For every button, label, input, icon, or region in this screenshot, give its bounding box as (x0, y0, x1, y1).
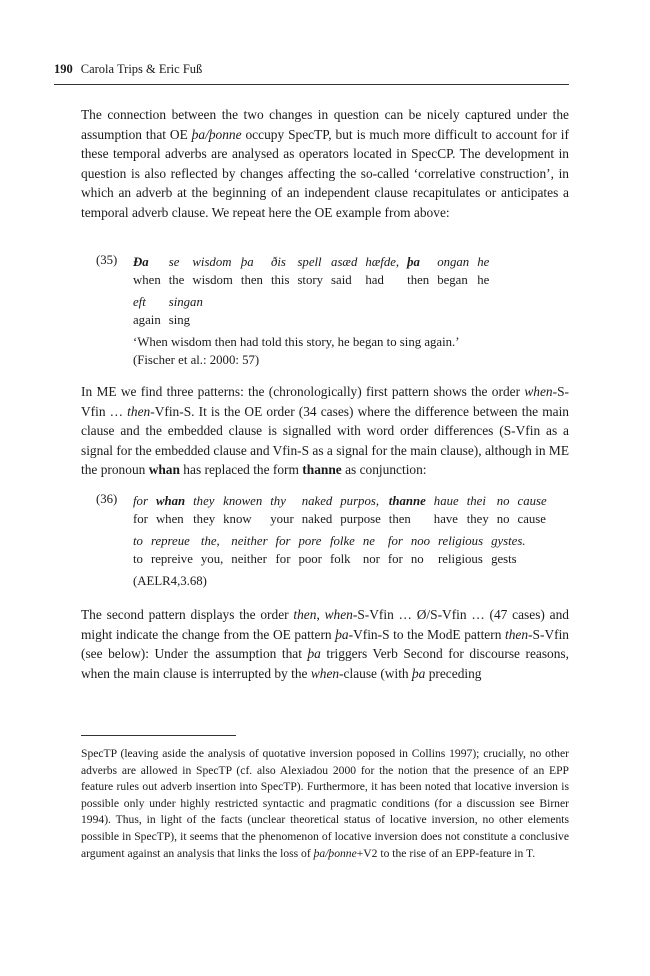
example-number: (35) (96, 253, 118, 267)
example-36-source: (AELR4,3.68) (133, 574, 207, 588)
paragraph-3: The second pattern displays the order then, when-S-Vfin … Ø/S-Vfin … (47 cases) and might indicate the change from the OE pattern þa-Vfin-S to the ModE pattern then-S-Vfin (see below): Under the assumption that þa triggers Verb Second for discourse reasons, when the main clause is interrupted by the when-clause (with þa preceding (81, 607, 569, 681)
page-number: 190 (54, 62, 73, 76)
footnote-rule (81, 735, 236, 736)
example-35-line-1: Ða se wisdom þa ðis spell asæd hæfde, þa ongan he when the wisdom then this story said had then began he (133, 255, 490, 287)
footnote: SpecTP (leaving aside the analysis of quotative inversion poposed in Collins 1997); crucially, no other adverbs are allowed in SpecTP (cf. also Alexiadou 2000 for the notion that the presence of an EPP feature rules out adverb insertion into SpecTP). Furthermore, it has been noted that locative inversion is possible only under highly restricted syntactic and pragmatic conditions (for a discussion see Birner 1994). Thus, in light of the facts (unclear theoretical status of locative inversion, no other elements possible in SpecTP), it seems that the phenomenon of locative inversion does not constitute a conclusive argument against an analysis that links the loss of þa/þonne+V2 to the rise of an EPP-feature in T. (81, 747, 569, 860)
running-header (54, 62, 569, 85)
paragraph-1: The connection between the two changes in question can be nicely captured under the assumption that OE þa/þonne occupy SpecTP, but is much more difficult to account for if these temporal adverbs are analysed as operators located in SpecCP. The development in question is also reflected by changes affecting the so-called ‘correlative construction’, in which an adverb at the beginning of an independent clause recapitulates or anticipates a temporal adverb clause. We repeat here the OE example from above: (81, 107, 569, 220)
example-36-line-1: for whan they knowen thy naked purpos, thanne haue thei no cause for when they know your naked purpose then have they no cause (133, 494, 547, 526)
example-35-line-2: eft singan again sing (133, 295, 203, 327)
example-35-translation: ‘When wisdom then had told this story, he began to sing again.’ (133, 335, 460, 349)
example-35-source: (Fischer et al.: 2000: 57) (133, 353, 260, 367)
example-number: (36) (96, 492, 118, 506)
paragraph-2: In ME we find three patterns: the (chronologically) first pattern shows the order when-S-Vfin … then-Vfin-S. It is the OE order (34 cases) where the difference between the main clause and the embedded clause is signalled with word order differences (S-Vfin as a signal for the embedded clause and Vfin-S as a signal for the main clause), although in ME the pronoun whan has replaced the form thanne as conjunction: (81, 384, 570, 478)
example-36-line-2: to repreue the, neither for pore folke ne for noo religious gystes. to repreive you, neither for poor folk nor for no religious gests (133, 534, 526, 566)
running-head: Carola Trips & Eric Fuß (80, 62, 203, 76)
